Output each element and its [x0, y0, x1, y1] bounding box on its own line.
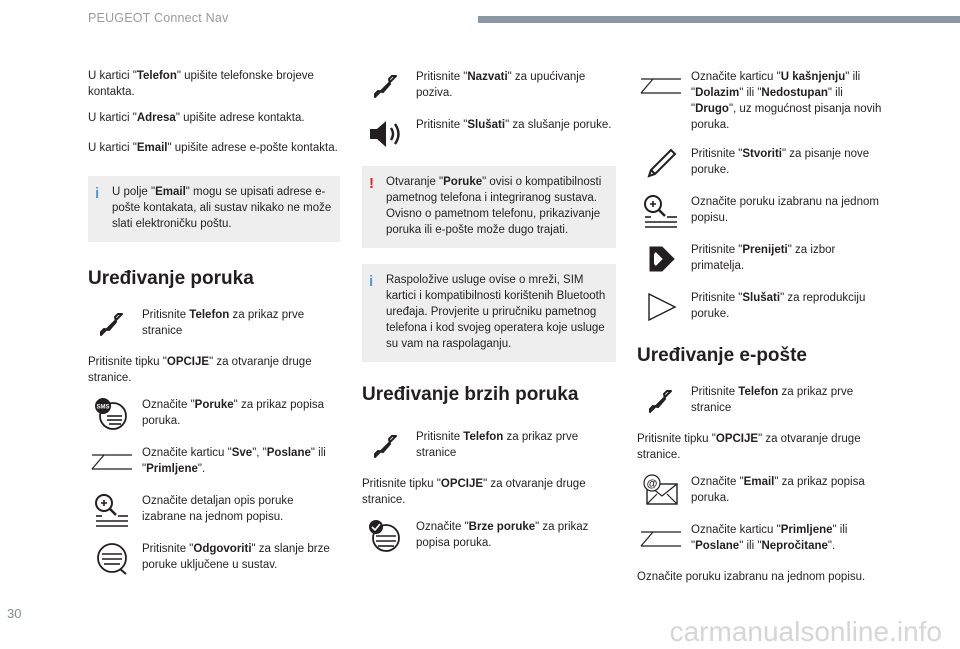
bold-term: Poslane [266, 447, 311, 459]
step-text [142, 396, 340, 429]
bold-term: Email [136, 142, 168, 154]
step-row [637, 68, 887, 133]
step-row [637, 289, 887, 325]
text-segment: " upišite telefonske brojeve kontakta. [88, 70, 314, 98]
text-segment: " ili " [691, 524, 848, 552]
bold-term: OPCIJE [715, 433, 759, 445]
bold-term: Email [155, 186, 186, 198]
step-text [691, 383, 887, 416]
text-segment: Pritisnite " [691, 244, 743, 256]
tab-icon [637, 68, 685, 104]
section-heading: Uređivanje e-pošte [637, 345, 807, 366]
bold-term: Nedostupan [761, 87, 828, 99]
paragraph [88, 110, 340, 126]
sms-bubble-icon [88, 396, 136, 432]
step-text [142, 540, 340, 573]
text-segment: Pritisnite " [416, 119, 468, 131]
tab-icon [88, 444, 136, 480]
warning-box [362, 166, 616, 248]
pencil-icon [637, 145, 685, 181]
text-segment: Označite karticu " [691, 524, 781, 536]
step-row [362, 116, 616, 152]
step-text [691, 289, 887, 322]
text-segment: U kartici " [88, 142, 137, 154]
text-segment: za prikaz prve stranice [691, 386, 854, 414]
phone-handset-icon [637, 383, 685, 419]
header-bar [478, 16, 960, 23]
text-segment: za prikaz prve stranice [142, 309, 305, 337]
section-heading: Uređivanje brzih poruka [362, 384, 579, 405]
step-row [362, 518, 616, 554]
bold-term: Primljene [146, 463, 198, 475]
step-row [637, 473, 887, 509]
text-segment: " ili " [691, 87, 843, 115]
text-segment: Pritisnite [142, 309, 190, 321]
text-segment: ". [827, 540, 836, 552]
bold-term: Email [743, 476, 775, 488]
text-segment: U kartici " [88, 112, 137, 124]
step-row [637, 521, 887, 557]
paragraph [362, 476, 616, 508]
warning-text [386, 176, 601, 236]
text-segment: Pritisnite " [142, 543, 194, 555]
text-segment: ". [197, 463, 206, 475]
text-segment: " za upućivanje poziva. [416, 71, 586, 99]
step-row [88, 492, 340, 528]
info-text: Raspoložive usluge ovise o mreži, SIM kartici i kompatibilnosti korištenih Bluetooth uređaja. Provjerite u priručniku pametnog telefona i kod svojeg operatera koje usluge su vam na raspolaganju. [386, 274, 606, 350]
text-segment: Označite karticu " [142, 447, 232, 459]
bold-term: Stvoriti [742, 148, 782, 160]
step-row [88, 396, 340, 432]
text-segment: ", uz mogućnost pisanja novih poruka. [691, 103, 882, 131]
bold-term: OPCIJE [440, 478, 484, 490]
paragraph [88, 354, 340, 386]
detail-list-icon [637, 193, 685, 229]
bold-term: Telefon [189, 309, 230, 321]
text-segment: " za izbor primatelja. [691, 244, 836, 272]
column-1 [88, 68, 340, 588]
text-segment: " ili " [691, 71, 861, 99]
text-segment: U polje " [112, 186, 156, 198]
text-segment: Pritisnite " [691, 292, 743, 304]
bold-term: Telefon [136, 70, 177, 82]
paragraph: Označite poruku izabranu na jednom popisu. [637, 571, 866, 583]
bold-term: Telefon [738, 386, 779, 398]
text-segment: " upišite adrese kontakta. [175, 112, 305, 124]
footer-watermark: carmanualsonline.info [669, 616, 942, 647]
text-segment: " za pisanje nove poruke. [691, 148, 870, 176]
column-3 [637, 68, 887, 595]
step-row [88, 306, 340, 342]
speaker-icon [362, 116, 410, 152]
paragraph [88, 68, 340, 100]
text-segment: Pritisnite tipku " [362, 478, 441, 490]
bold-term: Sve [231, 447, 253, 459]
step-text: Označite detaljan opis poruke izabrane na jednom popisu. [142, 495, 294, 523]
text-segment: Pritisnite [691, 386, 739, 398]
step-row [637, 193, 887, 229]
text-segment: U kartici " [88, 70, 137, 82]
text-segment: " ili " [142, 447, 326, 475]
bold-term: Primljene [780, 524, 833, 536]
bold-term: Brze poruke [468, 521, 536, 533]
detail-list-icon [88, 492, 136, 528]
step-text [142, 444, 340, 477]
text-segment: ", " [252, 447, 267, 459]
text-segment: " za otvaranje druge stranice. [637, 433, 861, 461]
text-segment: Pritisnite tipku " [637, 433, 716, 445]
section-heading: Uređivanje poruka [88, 268, 254, 289]
text-segment: " za reprodukciju poruke. [691, 292, 866, 320]
info-box [88, 176, 340, 242]
bold-term: Dolazim [695, 87, 740, 99]
paragraph [88, 140, 340, 156]
text-segment: " mogu se upisati adrese e-pošte kontakata, ali sustav nikako ne može slati elektroničku poštu. [112, 186, 332, 230]
bold-term: Poruke [194, 399, 234, 411]
step-text [691, 145, 887, 178]
forward-arrow-icon [637, 241, 685, 277]
tab-icon [637, 521, 685, 557]
quick-reply-icon [88, 540, 136, 576]
text-segment: Označite " [142, 399, 195, 411]
text-segment: " za slanje brze poruke uključene u sustav. [142, 543, 330, 571]
bold-term: Poslane [695, 540, 740, 552]
step-text [691, 521, 887, 554]
bold-term: Drugo [695, 103, 729, 115]
phone-handset-icon [362, 428, 410, 464]
warning-marker-icon: ! [369, 175, 374, 192]
text-segment: " za slušanje poruke. [505, 119, 612, 131]
step-text [691, 473, 887, 506]
text-segment: Označite " [416, 521, 469, 533]
svg-text:SMS: SMS [96, 404, 110, 411]
info-box [362, 264, 616, 362]
page-number: 30 [7, 606, 22, 621]
svg-text:@: @ [646, 478, 658, 490]
step-text [416, 68, 616, 101]
text-segment: Označite " [691, 476, 744, 488]
text-segment: Pritisnite tipku " [88, 356, 167, 368]
bold-term: U kašnjenju [780, 71, 846, 83]
text-segment: " za otvaranje druge stranice. [362, 478, 586, 506]
bold-term: Prenijeti [742, 244, 788, 256]
paragraph [637, 431, 887, 463]
bold-term: Odgovoriti [193, 543, 252, 555]
text-segment: " ovisi o kompatibilnosti pametnog telefona i integriranog sustava. Ovisno o pametnom telefonu, prikazivanje poruka ili e-pošte može dugo trajati. [386, 176, 602, 236]
text-segment: " za prikaz popisa poruka. [416, 521, 589, 549]
text-segment: za prikaz prve stranice [416, 431, 579, 459]
step-row [362, 428, 616, 464]
text-segment: " ili " [739, 87, 762, 99]
step-row [637, 241, 887, 277]
header-title: PEUGEOT Connect Nav [88, 11, 229, 25]
text-segment: " za prikaz popisa poruka. [142, 399, 325, 427]
text-segment: Pritisnite " [691, 148, 743, 160]
step-text [416, 116, 611, 133]
step-row [637, 383, 887, 419]
step-text [691, 68, 887, 133]
step-text [691, 241, 887, 274]
step-text [416, 518, 616, 551]
text-segment: " upišite adrese e-pošte kontakta. [167, 142, 338, 154]
info-marker-icon: i [95, 185, 100, 202]
column-2 [362, 68, 616, 566]
text-segment: Pritisnite [416, 431, 464, 443]
step-row [88, 540, 340, 576]
bold-term: Slušati [742, 292, 781, 304]
step-text: Označite poruku izabranu na jednom popisu. [691, 196, 879, 224]
quick-reply-icon [362, 518, 410, 554]
bold-term: Slušati [467, 119, 506, 131]
bold-term: Nepročitane [761, 540, 828, 552]
bold-term: Poruke [443, 176, 483, 188]
step-text [142, 306, 340, 339]
step-row [88, 444, 340, 480]
info-text [112, 186, 331, 230]
phone-handset-icon [362, 68, 410, 104]
text-segment: " ili " [739, 540, 762, 552]
text-segment: Otvaranje " [386, 176, 444, 188]
step-row [362, 68, 616, 104]
text-segment: Označite karticu " [691, 71, 781, 83]
step-row [637, 145, 887, 181]
text-segment: " za prikaz popisa poruka. [691, 476, 865, 504]
phone-handset-icon [88, 306, 136, 342]
bold-term: Adresa [136, 112, 176, 124]
step-text [416, 428, 616, 461]
bold-term: Telefon [463, 431, 504, 443]
text-segment: " za otvaranje druge stranice. [88, 356, 312, 384]
play-icon [637, 289, 685, 325]
info-marker-icon: i [369, 273, 374, 290]
text-segment: Pritisnite " [416, 71, 468, 83]
bold-term: OPCIJE [166, 356, 210, 368]
bold-term: Nazvati [467, 71, 508, 83]
email-icon [637, 473, 685, 509]
